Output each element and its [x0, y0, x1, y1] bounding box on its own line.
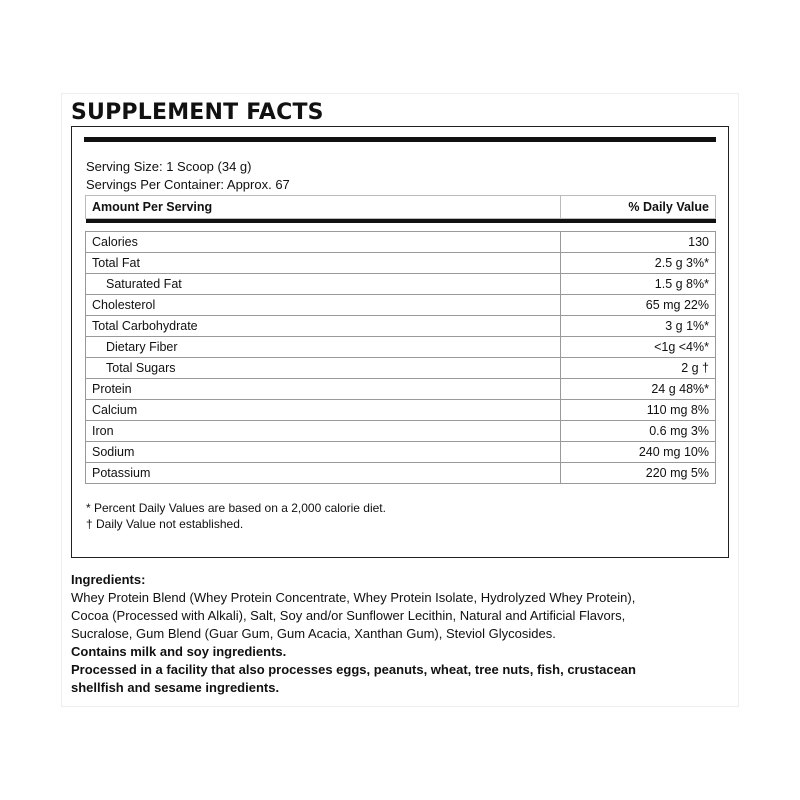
table-row — [86, 253, 716, 274]
column-header-daily-value: % Daily Value — [561, 196, 716, 219]
footnote-not-established: † Daily Value not established. — [86, 517, 244, 531]
nutrient-name: Total Fat — [86, 253, 561, 274]
page-title: SUPPLEMENT FACTS — [71, 100, 324, 125]
table-row — [86, 442, 716, 463]
nutrient-name: Cholesterol — [86, 295, 561, 316]
nutrient-value: 240 mg 10% — [561, 442, 716, 463]
nutrient-value: 2.5 g 3%* — [561, 253, 716, 274]
nutrient-name: Sodium — [86, 442, 561, 463]
nutrient-name: Iron — [86, 421, 561, 442]
nutrient-value: 65 mg 22% — [561, 295, 716, 316]
nutrient-value: 110 mg 8% — [561, 400, 716, 421]
servings-per-container: Servings Per Container: Approx. 67 — [86, 177, 290, 192]
table-row — [86, 337, 716, 358]
table-row — [86, 400, 716, 421]
ingredients-heading: Ingredients: — [71, 572, 146, 587]
ingredients-line: Cocoa (Processed with Alkali), Salt, Soy and/or Sunflower Lecithin, Natural and Artificial Flavors, — [71, 608, 626, 623]
spacer — [86, 223, 716, 232]
top-thick-rule — [84, 137, 716, 142]
ingredients-line: Sucralose, Gum Blend (Guar Gum, Gum Acacia, Xanthan Gum), Steviol Glycosides. — [71, 626, 556, 641]
nutrient-value: 2 g † — [561, 358, 716, 379]
nutrient-value: 3 g 1%* — [561, 316, 716, 337]
nutrient-value: <1g <4%* — [561, 337, 716, 358]
nutrient-value: 24 g 48%* — [561, 379, 716, 400]
nutrient-name: Saturated Fat — [86, 274, 561, 295]
serving-size: Serving Size: 1 Scoop (34 g) — [86, 159, 252, 174]
table-row — [86, 421, 716, 442]
table-row — [86, 232, 716, 253]
nutrient-name: Protein — [86, 379, 561, 400]
table-row — [86, 379, 716, 400]
nutrient-name: Potassium — [86, 463, 561, 484]
nutrient-name: Calcium — [86, 400, 561, 421]
nutrient-name: Total Sugars — [86, 358, 561, 379]
nutrient-name: Calories — [86, 232, 561, 253]
ingredients-section — [71, 571, 741, 697]
facility-statement-line: Processed in a facility that also processes eggs, peanuts, wheat, tree nuts, fish, crustacean — [71, 662, 636, 677]
nutrient-value: 0.6 mg 3% — [561, 421, 716, 442]
allergen-statement: Contains milk and soy ingredients. — [71, 644, 287, 659]
nutrient-value: 220 mg 5% — [561, 463, 716, 484]
table-row — [86, 316, 716, 337]
facility-statement-line: shellfish and sesame ingredients. — [71, 680, 280, 695]
footnote-daily-values: * Percent Daily Values are based on a 2,000 calorie diet. — [86, 501, 386, 515]
nutrition-table — [85, 195, 716, 484]
table-row — [86, 295, 716, 316]
nutrient-value: 1.5 g 8%* — [561, 274, 716, 295]
nutrient-value: 130 — [561, 232, 716, 253]
table-row — [86, 358, 716, 379]
table-row — [86, 274, 716, 295]
table-row — [86, 463, 716, 484]
ingredients-line: Whey Protein Blend (Whey Protein Concentrate, Whey Protein Isolate, Hydrolyzed Whey Protein), — [71, 590, 636, 605]
column-header-amount: Amount Per Serving — [86, 196, 561, 219]
nutrient-name: Dietary Fiber — [86, 337, 561, 358]
nutrient-name: Total Carbohydrate — [86, 316, 561, 337]
